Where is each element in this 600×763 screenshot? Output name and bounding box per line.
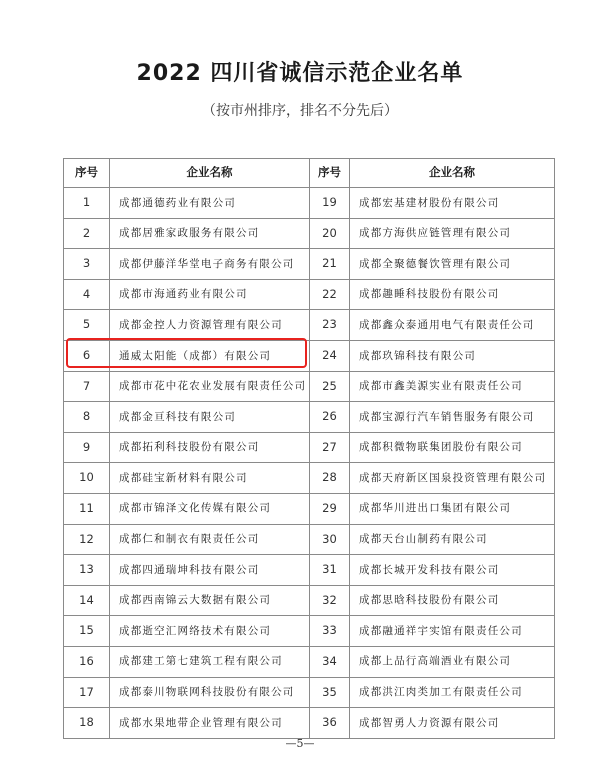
row-company-right: 成都宝源行汽车销售服务有限公司: [350, 402, 555, 433]
row-company-left: 成都通德药业有限公司: [110, 188, 310, 219]
row-index-left: 13: [64, 555, 110, 586]
row-company-left: 通威太阳能（成都）有限公司: [110, 340, 310, 371]
table-row: [64, 616, 555, 647]
header-index-left: 序号: [64, 159, 110, 188]
row-company-left: 成都市花中花农业发展有限责任公司: [110, 371, 310, 402]
row-index-left: 16: [64, 646, 110, 677]
row-company-left: 成都伊藤洋华堂电子商务有限公司: [110, 249, 310, 280]
table-row: [64, 585, 555, 616]
row-index-right: 36: [310, 708, 350, 739]
row-company-left: 成都金亘科技有限公司: [110, 402, 310, 433]
header-name-left: 企业名称: [110, 159, 310, 188]
table-row: [64, 310, 555, 341]
row-index-right: 23: [310, 310, 350, 341]
table-row: [64, 463, 555, 494]
row-index-right: 29: [310, 493, 350, 524]
row-company-right: 成都全聚德餐饮管理有限公司: [350, 249, 555, 280]
row-index-left: 6: [64, 340, 110, 371]
row-index-right: 24: [310, 340, 350, 371]
row-company-left: 成都水果地带企业管理有限公司: [110, 708, 310, 739]
row-index-left: 10: [64, 463, 110, 494]
table-row: [64, 249, 555, 280]
page-title: 2022 四川省诚信示范企业名单: [136, 61, 464, 86]
row-index-right: 28: [310, 463, 350, 494]
table-row: [64, 677, 555, 708]
row-index-right: 22: [310, 279, 350, 310]
page-subtitle: （按市州排序，排名不分先后）: [202, 103, 398, 119]
row-index-left: 14: [64, 585, 110, 616]
row-company-left: 成都仁和制衣有限责任公司: [110, 524, 310, 555]
row-index-left: 12: [64, 524, 110, 555]
row-index-left: 4: [64, 279, 110, 310]
row-index-right: 26: [310, 402, 350, 433]
row-company-left: 成都西南锦云大数据有限公司: [110, 585, 310, 616]
page-number: —5—: [285, 737, 315, 750]
row-index-left: 7: [64, 371, 110, 402]
row-company-right: 成都方海供应链管理有限公司: [350, 218, 555, 249]
row-index-right: 30: [310, 524, 350, 555]
row-company-right: 成都智勇人力资源有限公司: [350, 708, 555, 739]
row-company-right: 成都融通祥宇实馆有限责任公司: [350, 616, 555, 647]
row-index-right: 35: [310, 677, 350, 708]
highlight-box: [66, 338, 307, 368]
row-company-right: 成都长城开发科技有限公司: [350, 555, 555, 586]
row-company-right: 成都宏基建材股份有限公司: [350, 188, 555, 219]
row-company-left: 成都逝空汇网络技术有限公司: [110, 616, 310, 647]
header-index-right: 序号: [310, 159, 350, 188]
row-index-right: 34: [310, 646, 350, 677]
table-header-row: [64, 159, 555, 188]
row-index-left: 2: [64, 218, 110, 249]
row-index-right: 21: [310, 249, 350, 280]
row-index-right: 27: [310, 432, 350, 463]
table-row: [64, 279, 555, 310]
row-company-right: 成都思晗科技股份有限公司: [350, 585, 555, 616]
row-index-left: 3: [64, 249, 110, 280]
row-index-right: 32: [310, 585, 350, 616]
row-index-left: 8: [64, 402, 110, 433]
table-row: [64, 188, 555, 219]
table-row: [64, 646, 555, 677]
row-company-right: 成都天府新区国泉投资管理有限公司: [350, 463, 555, 494]
table-row: [64, 524, 555, 555]
row-index-left: 9: [64, 432, 110, 463]
table-row: [64, 493, 555, 524]
row-index-left: 11: [64, 493, 110, 524]
table-row: [64, 402, 555, 433]
table-row: [64, 555, 555, 586]
table-row: [64, 432, 555, 463]
row-company-right: 成都市鑫美源实业有限责任公司: [350, 371, 555, 402]
row-index-left: 18: [64, 708, 110, 739]
row-index-right: 20: [310, 218, 350, 249]
row-company-right: 成都趣睡科技股份有限公司: [350, 279, 555, 310]
row-company-right: 成都积微物联集团股份有限公司: [350, 432, 555, 463]
row-company-left: 成都建工第七建筑工程有限公司: [110, 646, 310, 677]
row-company-right: 成都鑫众泰通用电气有限责任公司: [350, 310, 555, 341]
row-company-right: 成都洪江肉类加工有限责任公司: [350, 677, 555, 708]
row-company-left: 成都拓利科技股份有限公司: [110, 432, 310, 463]
row-company-left: 成都金控人力资源管理有限公司: [110, 310, 310, 341]
row-index-right: 31: [310, 555, 350, 586]
row-company-right: 成都天台山制药有限公司: [350, 524, 555, 555]
row-index-right: 19: [310, 188, 350, 219]
header-name-right: 企业名称: [350, 159, 555, 188]
row-company-left: 成都泰川物联网科技股份有限公司: [110, 677, 310, 708]
table-row: [64, 218, 555, 249]
row-index-left: 15: [64, 616, 110, 647]
row-company-left: 成都硅宝新材料有限公司: [110, 463, 310, 494]
row-company-right: 成都华川进出口集团有限公司: [350, 493, 555, 524]
row-index-left: 1: [64, 188, 110, 219]
row-company-left: 成都居雅家政服务有限公司: [110, 218, 310, 249]
row-company-right: 成都玖锦科技有限公司: [350, 340, 555, 371]
row-company-left: 成都市锦泽文化传媒有限公司: [110, 493, 310, 524]
row-company-left: 成都四通瑞坤科技有限公司: [110, 555, 310, 586]
row-index-right: 25: [310, 371, 350, 402]
table-row: [64, 708, 555, 739]
row-index-right: 33: [310, 616, 350, 647]
row-index-left: 5: [64, 310, 110, 341]
row-company-right: 成都上品行高端酒业有限公司: [350, 646, 555, 677]
enterprise-table: [63, 158, 555, 739]
table-row: [64, 371, 555, 402]
row-company-left: 成都市海通药业有限公司: [110, 279, 310, 310]
row-index-left: 17: [64, 677, 110, 708]
